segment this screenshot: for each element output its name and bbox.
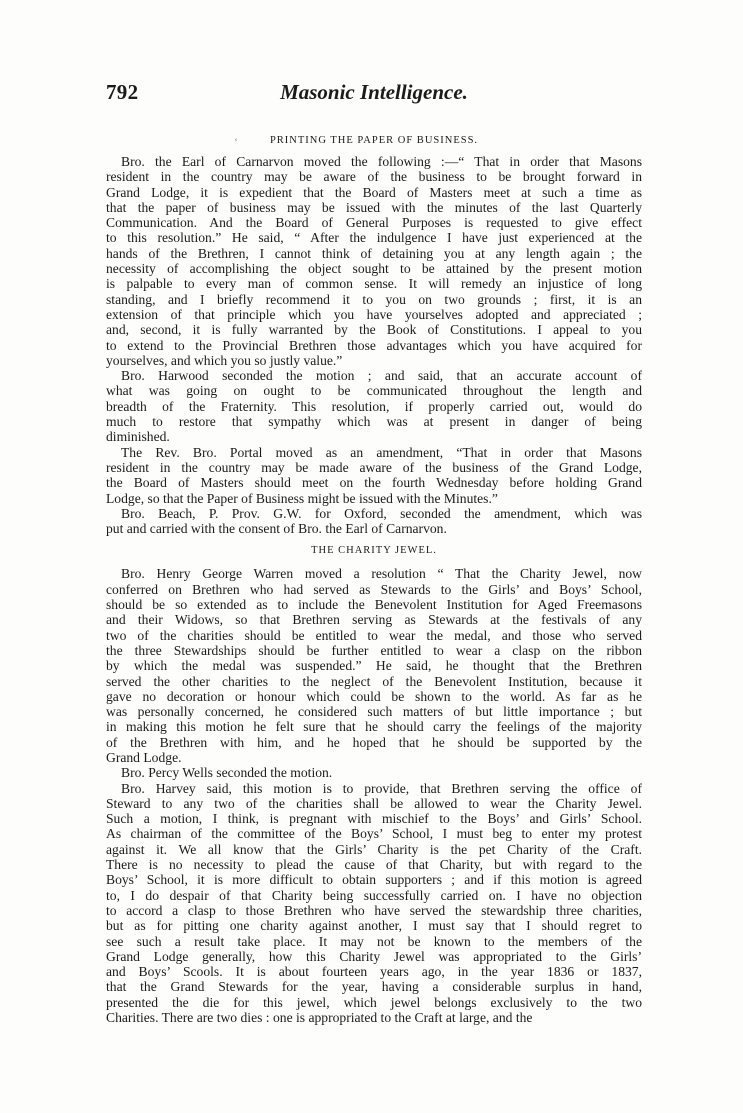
text-line: Boys’ School, it is more difficult to obtain supporters ; and if this motion is agreed <box>106 872 642 888</box>
text-line: extension of that principle which you have yourselves adopted and appreciated ; <box>106 306 642 322</box>
text-line: resident in the country may be aware of the business to be brought forward in <box>106 169 642 185</box>
text-line: Steward to any two of the charities shall be allowed to wear the Charity Jewel. <box>106 795 642 811</box>
text-line: Communication. And the Board of General Purposes is requested to give effect <box>106 215 642 231</box>
text-line: two of the charities should be entitled to wear the medal, and those who served <box>106 627 642 643</box>
text-line: Charities. There are two dies : one is appropriated to the Craft at large, and the <box>106 1010 533 1026</box>
text-line: Lodge, so that the Paper of Business might be issued with the Minutes.” <box>106 490 498 506</box>
text-line: of the Brethren with him, and he hoped that he should be supported by the <box>106 734 642 750</box>
section-title: PRINTING THE PAPER OF BUSINESS. <box>269 135 479 146</box>
text-line: that the Grand Stewards for the year, having a considerable surplus in hand, <box>106 979 642 995</box>
text-line: Bro. Henry George Warren moved a resolution “ That the Charity Jewel, now <box>121 566 642 582</box>
text-line: standing, and I briefly recommend it to you on two grounds ; first, it is an <box>106 291 642 307</box>
section-title: THE CHARITY JEWEL. <box>311 545 437 557</box>
text-line: but as for pitting one charity against another, I must say that I should regret to <box>106 918 642 934</box>
text-line: resident in the country may be made aware of the business of the Grand Lodge, <box>106 459 642 475</box>
text-line: and Boys’ Scools. It is about fourteen years ago, in the year 1836 or 1837, <box>106 964 642 980</box>
text-line: diminished. <box>106 429 170 445</box>
paragraph <box>106 765 642 780</box>
text-line: Grand Lodge. <box>106 749 182 765</box>
sections-container <box>106 134 642 1025</box>
text-line: against it. We all know that the Girls’ Charity is the pet Charity of the Craft. <box>106 841 642 857</box>
text-line: Grand Lodge, it is expedient that the Board of Masters meet at such a time as <box>106 184 642 200</box>
paragraph <box>106 445 642 506</box>
running-head <box>106 80 642 108</box>
text-line: conferred on Brethren who had served as Stewards to the Girls’ and Boys’ School, <box>106 581 642 597</box>
text-line: is palpable to every man of common sense. It will remedy an injustice of long <box>106 276 642 292</box>
text-line: in making this motion he felt sure that he should carry the feelings of the majority <box>106 719 642 735</box>
text-line: to this resolution.” He said, “ After the indulgence I have just experienced at the <box>106 230 642 246</box>
text-line: much to restore that sympathy which was at present in danger of being <box>106 414 642 430</box>
text-line: Bro. Beach, P. Prov. G.W. for Oxford, seconded the amendment, which was <box>121 505 642 521</box>
text-line: yourselves, and which you so justly value.” <box>106 352 343 368</box>
text-line: There is no necessity to plead the cause of that Charity, but with regard to the <box>106 857 642 873</box>
text-line: the Board of Masters should meet on the fourth Wednesday before holding Grand <box>106 475 642 491</box>
text-line: necessity of accomplishing the object sought to be attained by the present motion <box>106 261 642 277</box>
text-line: the three Stewardships should be further entitled to wear a clasp on the ribbon <box>106 642 642 658</box>
text-line: Bro. the Earl of Carnarvon moved the following :—“ That in order that Masons <box>121 154 642 169</box>
text-line: to accord a clasp to those Brethren who have served the stewardship three charities, <box>106 902 642 918</box>
text-line: to, I do despair of that Charity being successfully carried on. I have no objection <box>106 887 642 903</box>
text-line: Bro. Percy Wells seconded the motion. <box>121 765 333 781</box>
journal-title: Masonic Intelligence. <box>280 80 468 104</box>
paragraph <box>106 781 642 1026</box>
text-line: As chairman of the committee of the Boys’ School, I must beg to enter my protest <box>106 826 642 842</box>
text-line: Bro. Harwood seconded the motion ; and said, that an accurate account of <box>121 368 642 384</box>
text-line: breadth of the Fraternity. This resolution, if properly carried out, would do <box>106 398 642 414</box>
text-line: and their Widows, so that Brethren serving as Stewards at the festivals of any <box>106 612 642 628</box>
text-line: that the paper of business may be issued with the minutes of the last Quarterly <box>106 199 642 215</box>
text-line: to extend to the Provincial Brethren those advantages which you have acquired for <box>106 337 642 353</box>
page-number: 792 <box>106 80 139 104</box>
text-line: put and carried with the consent of Bro. the Earl of Carnarvon. <box>106 521 447 537</box>
text-line: see such a result take place. It may not be known to the members of the <box>106 933 642 949</box>
stray-print-mark: ʿ <box>234 136 238 150</box>
text-line: served the other charities to the neglect of the Benevolent Institution, because it <box>106 673 642 689</box>
paragraph <box>106 154 642 368</box>
text-line: and, second, it is fully warranted by the Book of Constitutions. I appeal to you <box>106 322 642 338</box>
text-line: The Rev. Bro. Portal moved as an amendment, “That in order that Masons <box>121 444 642 460</box>
text-line: was personally concerned, he considered such matters of but little importance ; but <box>106 704 642 720</box>
text-line: should be so extended as to include the Benevolent Institution for Aged Freemasons <box>106 597 642 613</box>
text-line: hands of the Brethren, I cannot think of detaining you at any length again ; the <box>106 245 642 261</box>
text-line: gave no decoration or honour which could be shown to the world. As far as he <box>106 688 642 704</box>
text-line: presented the die for this jewel, which jewel belongs exclusively to the two <box>106 994 642 1010</box>
paragraph <box>106 368 642 444</box>
paragraph <box>106 506 642 537</box>
text-line: Grand Lodge generally, how this Charity Jewel was appropriated to the Girls’ <box>106 948 642 964</box>
text-line: Such a motion, I think, is pregnant with mischief to the Boys’ and Girls’ School. <box>106 811 642 827</box>
paragraph <box>106 566 642 765</box>
text-line: Bro. Harvey said, this motion is to provide, that Brethren serving the office of <box>121 780 642 796</box>
text-line: by which the medal was suspended.” He said, he thought that the Brethren <box>106 658 642 674</box>
article-body <box>106 134 642 1025</box>
text-line: what was going on ought to be communicated throughout the length and <box>106 383 642 399</box>
